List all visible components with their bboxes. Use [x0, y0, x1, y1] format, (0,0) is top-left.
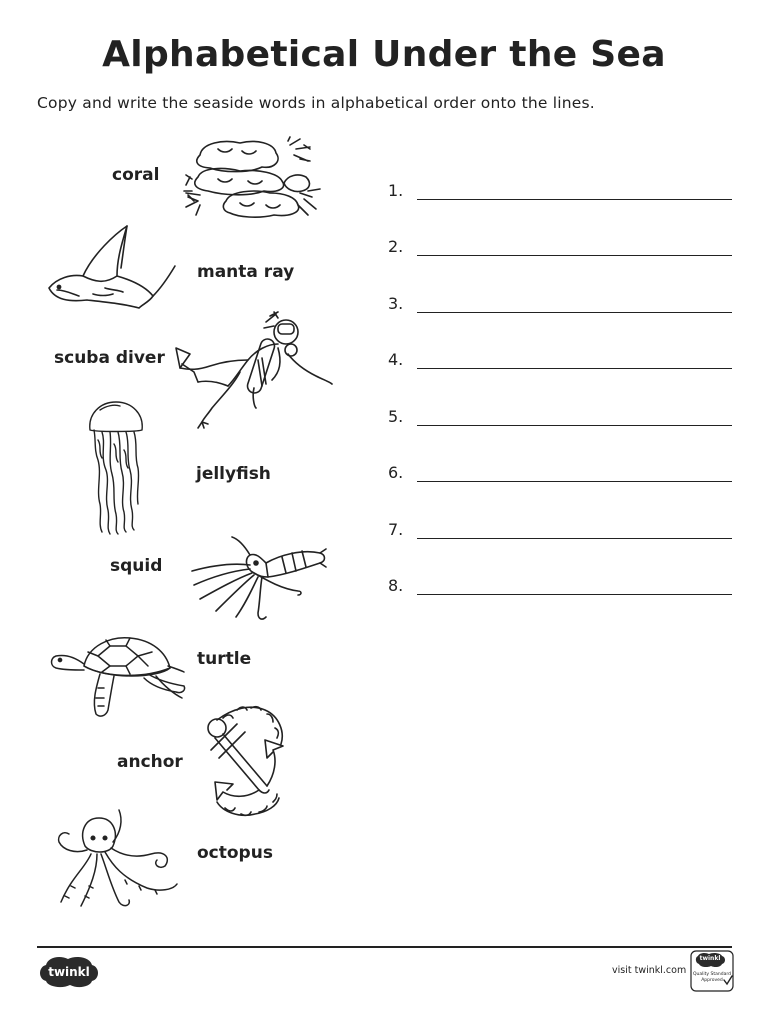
word-scuba-diver: scuba diver — [54, 348, 165, 368]
footer-url[interactable]: visit twinkl.com — [612, 965, 687, 976]
answer-underline — [417, 594, 732, 595]
word-coral: coral — [112, 165, 160, 185]
answer-number: 8. — [388, 576, 404, 595]
answer-underline — [417, 425, 732, 426]
answer-number: 3. — [388, 294, 404, 313]
answer-number: 6. — [388, 463, 404, 482]
answer-line-8[interactable] — [388, 571, 732, 595]
answer-line-2[interactable] — [388, 232, 732, 256]
answer-number: 7. — [388, 520, 404, 539]
word-octopus: octopus — [197, 843, 273, 863]
anchor-icon — [193, 702, 303, 822]
badge-line-1: Quality Standard — [693, 972, 731, 977]
octopus-icon — [55, 806, 180, 911]
turtle-icon — [48, 628, 188, 723]
page-title: Alphabetical Under the Sea — [102, 34, 666, 75]
answer-underline — [417, 199, 732, 200]
instruction-text: Copy and write the seaside words in alphabetical order onto the lines. — [37, 94, 595, 112]
answer-line-7[interactable] — [388, 515, 732, 539]
word-anchor: anchor — [117, 752, 183, 772]
scuba-diver-icon — [174, 310, 334, 432]
answer-number: 1. — [388, 181, 404, 200]
word-squid: squid — [110, 556, 163, 576]
footer-divider — [37, 946, 732, 948]
twinkl-logo-text: twinkl — [48, 965, 90, 979]
answer-number: 2. — [388, 237, 404, 256]
answer-number: 4. — [388, 350, 404, 369]
answer-underline — [417, 368, 732, 369]
answer-underline — [417, 255, 732, 256]
answer-line-5[interactable] — [388, 402, 732, 426]
answer-underline — [417, 481, 732, 482]
answer-line-6[interactable] — [388, 458, 732, 482]
answer-line-3[interactable] — [388, 289, 732, 313]
jellyfish-icon — [78, 400, 153, 535]
answer-underline — [417, 538, 732, 539]
answer-number: 5. — [388, 407, 404, 426]
answer-line-4[interactable] — [388, 345, 732, 369]
badge-brand: twinkl — [699, 955, 721, 962]
answer-line-1[interactable] — [388, 176, 732, 200]
manta-ray-icon — [45, 224, 180, 314]
badge-line-2: Approved — [701, 978, 723, 983]
squid-icon — [188, 533, 328, 623]
word-manta-ray: manta ray — [197, 262, 295, 282]
word-turtle: turtle — [197, 649, 252, 669]
twinkl-logo — [38, 955, 100, 993]
word-jellyfish: jellyfish — [196, 464, 271, 484]
answer-underline — [417, 312, 732, 313]
coral-icon — [178, 135, 328, 220]
